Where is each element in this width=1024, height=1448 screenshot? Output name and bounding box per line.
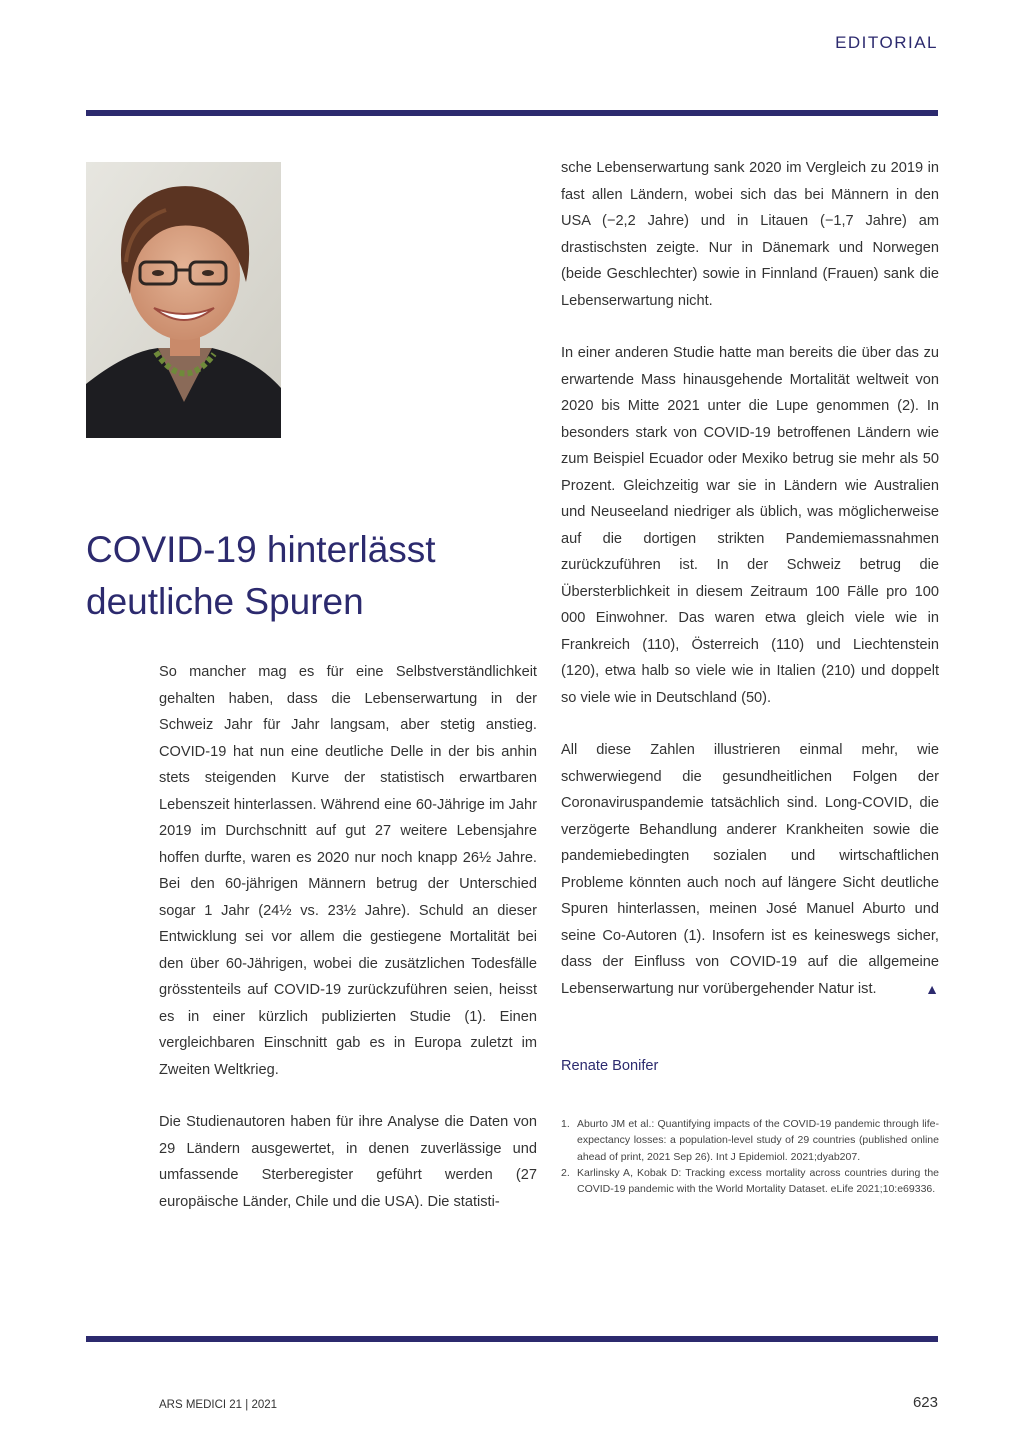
paragraph (561, 737, 939, 1002)
reference-text: Karlinsky A, Kobak D: Tracking excess mortality across countries during the COVID-19 pandemic with the World Mortality Dataset. eLife 2021;10:e69336. (577, 1166, 939, 1196)
left-text-column (159, 659, 537, 1215)
page-title (86, 524, 526, 628)
title-line-2: deutliche Spuren (86, 581, 364, 622)
reference-number: 1. (561, 1118, 570, 1130)
top-rule (86, 110, 938, 116)
paragraph: So mancher mag es für eine Selbstverständlichkeit gehalten haben, dass die Lebenserwartung in der Schweiz Jahr für Jahr langsam, aber stetig anstieg. COVID-19 hat nun eine deutliche Delle in der bis anhin stets steigenden Kurve der statistisch erwartbaren Lebenszeit hinterlassen. Während eine 60-Jährige im Jahr 2019 im Durchschnitt auf gut 27 weitere Lebensjahre hoffen durfte, waren es 2020 nur noch knapp 26½ Jahre. Bei den 60-jährigen Männern betrug der Unterschied sogar 1 Jahr (24½ vs. 23½ Jahre). Schuld an dieser Entwicklung sei vor allem die gestiegene Mortalität bei den über 60-Jährigen, wobei die zusätzlichen Todesfälle grösstenteils auf COVID-19 zurückzuführen seien, heisst es in einer kürzlich publizierten Studie (1). Einen vergleichbaren Einschnitt gab es in Europa zuletzt im Zweiten Weltkrieg. (159, 664, 537, 1078)
author-name: Renate Bonifer (561, 1058, 659, 1074)
reference-number: 2. (561, 1166, 570, 1179)
journal-issue: ARS MEDICI 21 | 2021 (159, 1399, 278, 1411)
paragraph: sche Lebenserwartung sank 2020 im Vergleich zu 2019 in fast allen Ländern, wobei sich das bei Männern in den USA (−2,2 Jahre) und in Litauen (−1,7 Jahre) am drastischsten zeigte. Nur in Dänemark und Norwegen (beide Geschlechter) sowie in Finnland (Frauen) sank die Lebenserwartung nicht. (561, 160, 939, 309)
reference-item (561, 1165, 939, 1198)
portrait-photo-icon (86, 162, 281, 438)
bottom-rule (86, 1336, 938, 1342)
page-number: 623 (912, 1394, 938, 1411)
reference-item (561, 1116, 939, 1165)
author-portrait (86, 162, 281, 438)
title-line-1: COVID-19 hinterlässt (86, 529, 436, 570)
section-label: EDITORIAL (835, 33, 938, 52)
reference-text: Aburto JM et al.: Quantifying impacts of the COVID-19 pandemic through life-expectancy losses: a population-level study of 29 countries (published online ahead of print, 2021 Sep 26). Int J Epidemiol. 2021;dyab207. (577, 1118, 939, 1163)
right-text-column (561, 155, 939, 1002)
paragraph: In einer anderen Studie hatte man bereits die über das zu erwartende Mass hinausgehende Mortalität weltweit von 2020 bis Mitte 2021 unter die Lupe genommen (2). In besonders stark von COVID-19 betroffenen Ländern wie zum Beispiel Ecuador oder Mexiko betrug sie mehr als 50 Prozent. Gleichzeitig war sie in Ländern wie Australien und Neuseeland niedriger als üblich, was möglicherweise auf die dortigen strikten Pandemiemassnahmen zurückzuführen ist. In der Schweiz betrug die Übersterblichkeit in diesem Zeitraum 100 Fälle pro 100 000 Einwohner. Das waren etwa gleich viele wie in Frankreich (110), Österreich (110) und Liechtenstein (120), etwa halb so viele wie in Italien (210) und doppelt so viele wie in Deutschland (50). (561, 345, 939, 706)
end-of-article-triangle-icon: ▲ (925, 980, 939, 997)
paragraph-text: All diese Zahlen illustrieren einmal mehr, wie schwerwiegend die gesundheitlichen Folgen der Coronaviruspandemie tatsächlich sind. Long-COVID, die verzögerte Behandlung anderer Krankheiten sowie die pandemiebedingten sozialen und wirtschaftlichen Probleme könnten auch noch auf längere Sicht deutliche Spuren hinterlassen, meinen José Manuel Aburto und seine Co-Autoren (1). Insofern ist es keineswegs sicher, dass der Einfluss von COVID-19 auf die allgemeine Lebenserwartung nur vorübergehender Natur ist. (561, 742, 939, 997)
references-list (561, 1116, 939, 1197)
paragraph: Die Studienautoren haben für ihre Analyse die Daten von 29 Ländern ausgewertet, in denen zuverlässige und umfassende Sterberegister geführt werden (27 europäische Länder, Chile und die USA). Die statisti- (159, 1114, 537, 1210)
